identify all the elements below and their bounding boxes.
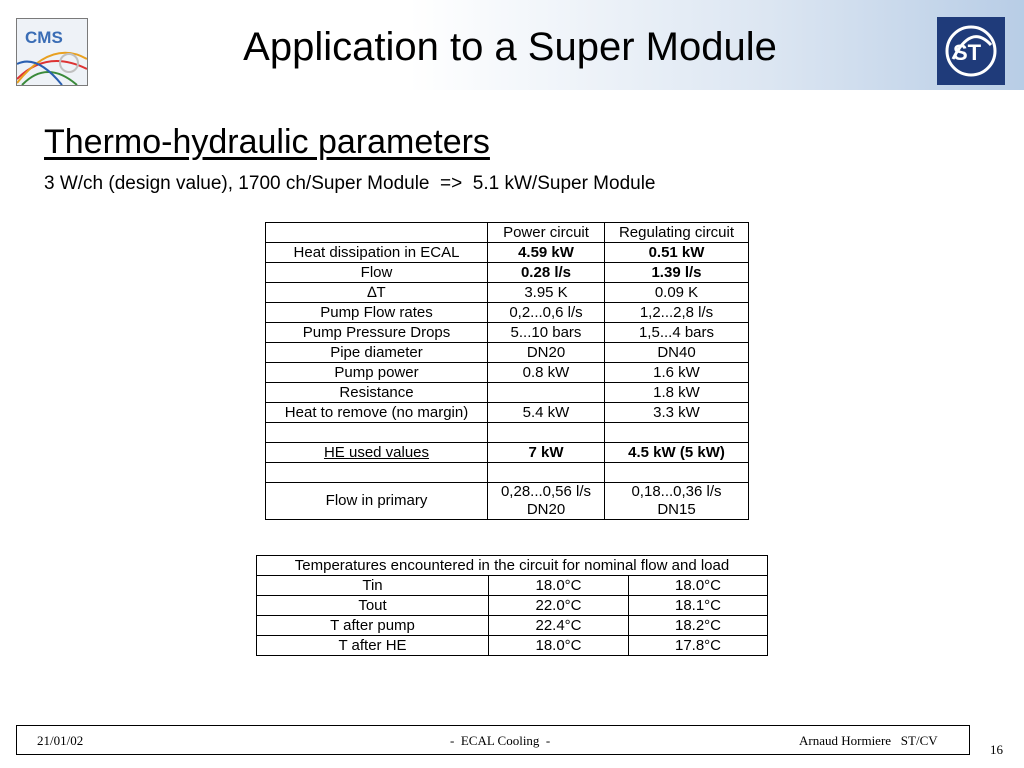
regulating-circuit-value	[605, 423, 749, 443]
temperatures-caption: Temperatures encountered in the circuit for nominal flow and load	[257, 556, 768, 576]
regulating-circuit-value: 0.51 kW	[605, 243, 749, 263]
header-cell-label	[266, 223, 488, 243]
row-label: Flow in primary	[266, 483, 488, 520]
row-label: Pump power	[266, 363, 488, 383]
footer-date: 21/01/02	[37, 733, 84, 748]
temperatures-table	[256, 555, 768, 656]
row-label: T after HE	[257, 636, 489, 656]
power-circuit-value: 7 kW	[488, 443, 605, 463]
power-circuit-value: 5...10 bars	[488, 323, 605, 343]
table-header-row	[266, 223, 749, 243]
power-circuit-value: 0.28 l/s	[488, 263, 605, 283]
power-circuit-value	[488, 383, 605, 403]
table-row	[266, 483, 749, 520]
row-label: Pump Flow rates	[266, 303, 488, 323]
regulating-circuit-value: 1,2...2,8 l/s	[605, 303, 749, 323]
row-label: Resistance	[266, 383, 488, 403]
table-row	[257, 636, 768, 656]
power-circuit-temp: 18.0°C	[489, 576, 629, 596]
table-row	[266, 403, 749, 423]
power-circuit-value: 0.8 kW	[488, 363, 605, 383]
row-label: T after pump	[257, 616, 489, 636]
table-row	[257, 596, 768, 616]
regulating-flow-range: 0,18...0,36 l/s	[631, 483, 722, 500]
st-logo-graphic	[939, 19, 1003, 83]
row-label: ∆T	[266, 283, 488, 303]
regulating-pipe-size: DN15	[657, 501, 696, 518]
power-circuit-value	[488, 423, 605, 443]
power-circuit-value	[488, 483, 605, 520]
row-label: Pump Pressure Drops	[266, 323, 488, 343]
row-label: Tout	[257, 596, 489, 616]
power-circuit-value	[488, 463, 605, 483]
cms-logo	[16, 18, 88, 86]
regulating-circuit-value: 3.3 kW	[605, 403, 749, 423]
footer-author: Arnaud Hormiere ST/CV	[799, 733, 938, 748]
page-number: 16	[990, 742, 1003, 757]
table-row	[266, 443, 749, 463]
row-label: Tin	[257, 576, 489, 596]
table-row	[266, 263, 749, 283]
regulating-circuit-temp: 17.8°C	[629, 636, 768, 656]
row-label: HE used values	[266, 443, 488, 463]
power-circuit-value: DN20	[488, 343, 605, 363]
footer-topic: - ECAL Cooling -	[450, 733, 551, 748]
table-row-empty	[266, 463, 749, 483]
power-flow-range: 0,28...0,56 l/s	[500, 483, 592, 500]
power-circuit-temp: 22.0°C	[489, 596, 629, 616]
slide-title: Application to a Super Module	[243, 25, 777, 69]
row-label: Pipe diameter	[266, 343, 488, 363]
svg-text:ST: ST	[953, 40, 982, 65]
design-value-line: 3 W/ch (design value), 1700 ch/Super Module => 5.1 kW/Super Module	[44, 173, 656, 194]
regulating-circuit-value: 1.6 kW	[605, 363, 749, 383]
regulating-circuit-temp: 18.1°C	[629, 596, 768, 616]
row-label	[266, 423, 488, 443]
header-cell-power-circuit: Power circuit	[488, 223, 605, 243]
regulating-circuit-temp: 18.2°C	[629, 616, 768, 636]
thermo-hydraulic-params-table	[265, 222, 749, 520]
section-subtitle: Thermo-hydraulic parameters	[44, 123, 490, 161]
regulating-circuit-value	[605, 463, 749, 483]
power-circuit-temp: 18.0°C	[489, 636, 629, 656]
power-circuit-value: 3.95 K	[488, 283, 605, 303]
table-row	[266, 323, 749, 343]
regulating-circuit-value: 4.5 kW (5 kW)	[605, 443, 749, 463]
table-row	[257, 616, 768, 636]
row-label: Heat to remove (no margin)	[266, 403, 488, 423]
table-row	[266, 343, 749, 363]
power-circuit-temp: 22.4°C	[489, 616, 629, 636]
svg-text:CMS: CMS	[25, 28, 63, 47]
regulating-circuit-value	[605, 483, 749, 520]
st-logo	[937, 17, 1005, 85]
row-label	[266, 463, 488, 483]
regulating-circuit-temp: 18.0°C	[629, 576, 768, 596]
row-label: Flow	[266, 263, 488, 283]
cms-logo-graphic	[17, 19, 87, 85]
table-row	[266, 243, 749, 263]
table-row	[266, 283, 749, 303]
table-row	[266, 363, 749, 383]
table-row	[266, 383, 749, 403]
header-cell-regulating-circuit: Regulating circuit	[605, 223, 749, 243]
table-caption-row	[257, 556, 768, 576]
row-label: Heat dissipation in ECAL	[266, 243, 488, 263]
regulating-circuit-value: 1.8 kW	[605, 383, 749, 403]
regulating-circuit-value: 0.09 K	[605, 283, 749, 303]
table-row	[266, 303, 749, 323]
footer	[16, 725, 970, 755]
table-row	[257, 576, 768, 596]
power-circuit-value: 5.4 kW	[488, 403, 605, 423]
power-circuit-value: 4.59 kW	[488, 243, 605, 263]
regulating-circuit-value: 1.39 l/s	[605, 263, 749, 283]
regulating-circuit-value: 1,5...4 bars	[605, 323, 749, 343]
power-circuit-value: 0,2...0,6 l/s	[488, 303, 605, 323]
table-row-empty	[266, 423, 749, 443]
regulating-circuit-value: DN40	[605, 343, 749, 363]
power-pipe-size: DN20	[526, 501, 566, 518]
